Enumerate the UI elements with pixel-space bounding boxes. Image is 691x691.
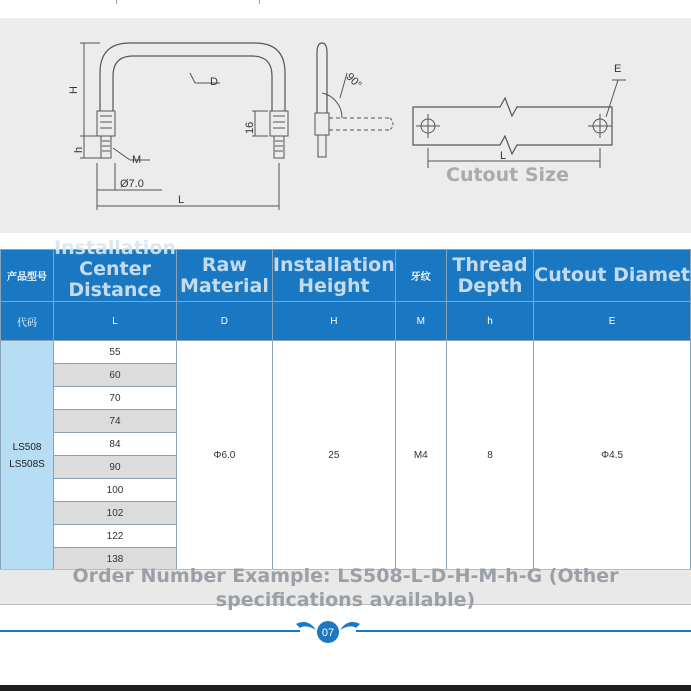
spec-table	[0, 237, 691, 571]
cutout-diameter-cell: Φ4.5	[534, 341, 691, 571]
model-cell	[1, 341, 54, 571]
wing-left-icon	[296, 622, 316, 630]
code-cell: E	[534, 302, 691, 341]
length-cell: 60	[54, 364, 177, 387]
page-number: 07	[321, 627, 335, 639]
length-cell: 70	[54, 387, 177, 410]
dim-h-lower-label: h	[73, 146, 85, 153]
material-cell: Φ6.0	[176, 341, 272, 571]
header-install-height: Installation Height	[272, 250, 395, 302]
length-cell: 122	[54, 525, 177, 548]
length-cell: 74	[54, 410, 177, 433]
code-row	[1, 302, 691, 341]
thread-depth-cell: 8	[446, 341, 533, 571]
bottom-bar	[0, 685, 691, 691]
code-cell: D	[176, 302, 272, 341]
thread-cell: M4	[395, 341, 446, 571]
header-center-distance: Installation Center Distance	[54, 237, 176, 301]
angle-label: 90°	[343, 70, 364, 92]
dim-l-label: L	[178, 194, 185, 206]
code-cell: H	[272, 302, 395, 341]
length-cell: 90	[54, 456, 177, 479]
length-cell: 138	[54, 548, 177, 571]
code-cell: M	[395, 302, 446, 341]
header-thread-depth: Thread Depth	[446, 250, 533, 302]
dim-h-upper-label: H	[68, 86, 80, 94]
divider	[116, 0, 117, 4]
code-cell: L	[54, 302, 177, 341]
order-example-text: Order Number Example: LS508-L-D-H-M-h-G (Other specifications available)	[72, 565, 619, 611]
page-footer	[0, 614, 691, 650]
length-cell: 84	[54, 433, 177, 456]
header-row	[1, 250, 691, 302]
height-cell: 25	[272, 341, 395, 571]
length-cell: 100	[54, 479, 177, 502]
footer-ornament	[0, 614, 691, 650]
code-cell: 代码	[1, 302, 54, 341]
handle-drawing-svg	[0, 18, 691, 233]
dim-e-label: E	[614, 63, 622, 75]
dim-diameter-label: Ø7.0	[120, 178, 144, 190]
dim-16-label: 16	[244, 121, 256, 134]
model-name: LS508	[12, 441, 42, 453]
order-example-bar	[0, 565, 691, 611]
header-cutout-diameter: Cutout Diamet	[534, 250, 691, 302]
header-model: 产品型号	[1, 250, 54, 302]
wing-right-icon	[340, 622, 360, 630]
code-cell: h	[446, 302, 533, 341]
dim-l2-label: L	[500, 150, 507, 162]
dim-m-label: M	[132, 154, 142, 166]
header-thread: 牙纹	[395, 250, 446, 302]
table-row	[1, 341, 691, 364]
length-cell: 102	[54, 502, 177, 525]
header-raw-material: Raw Material	[176, 250, 272, 302]
divider	[259, 0, 260, 4]
top-strip	[0, 0, 691, 4]
cutout-size-caption: Cutout Size	[446, 164, 569, 186]
length-cell: 55	[54, 341, 177, 364]
model-name: LS508S	[9, 458, 45, 470]
technical-drawing	[0, 18, 691, 233]
dim-d-label: D	[210, 76, 218, 88]
